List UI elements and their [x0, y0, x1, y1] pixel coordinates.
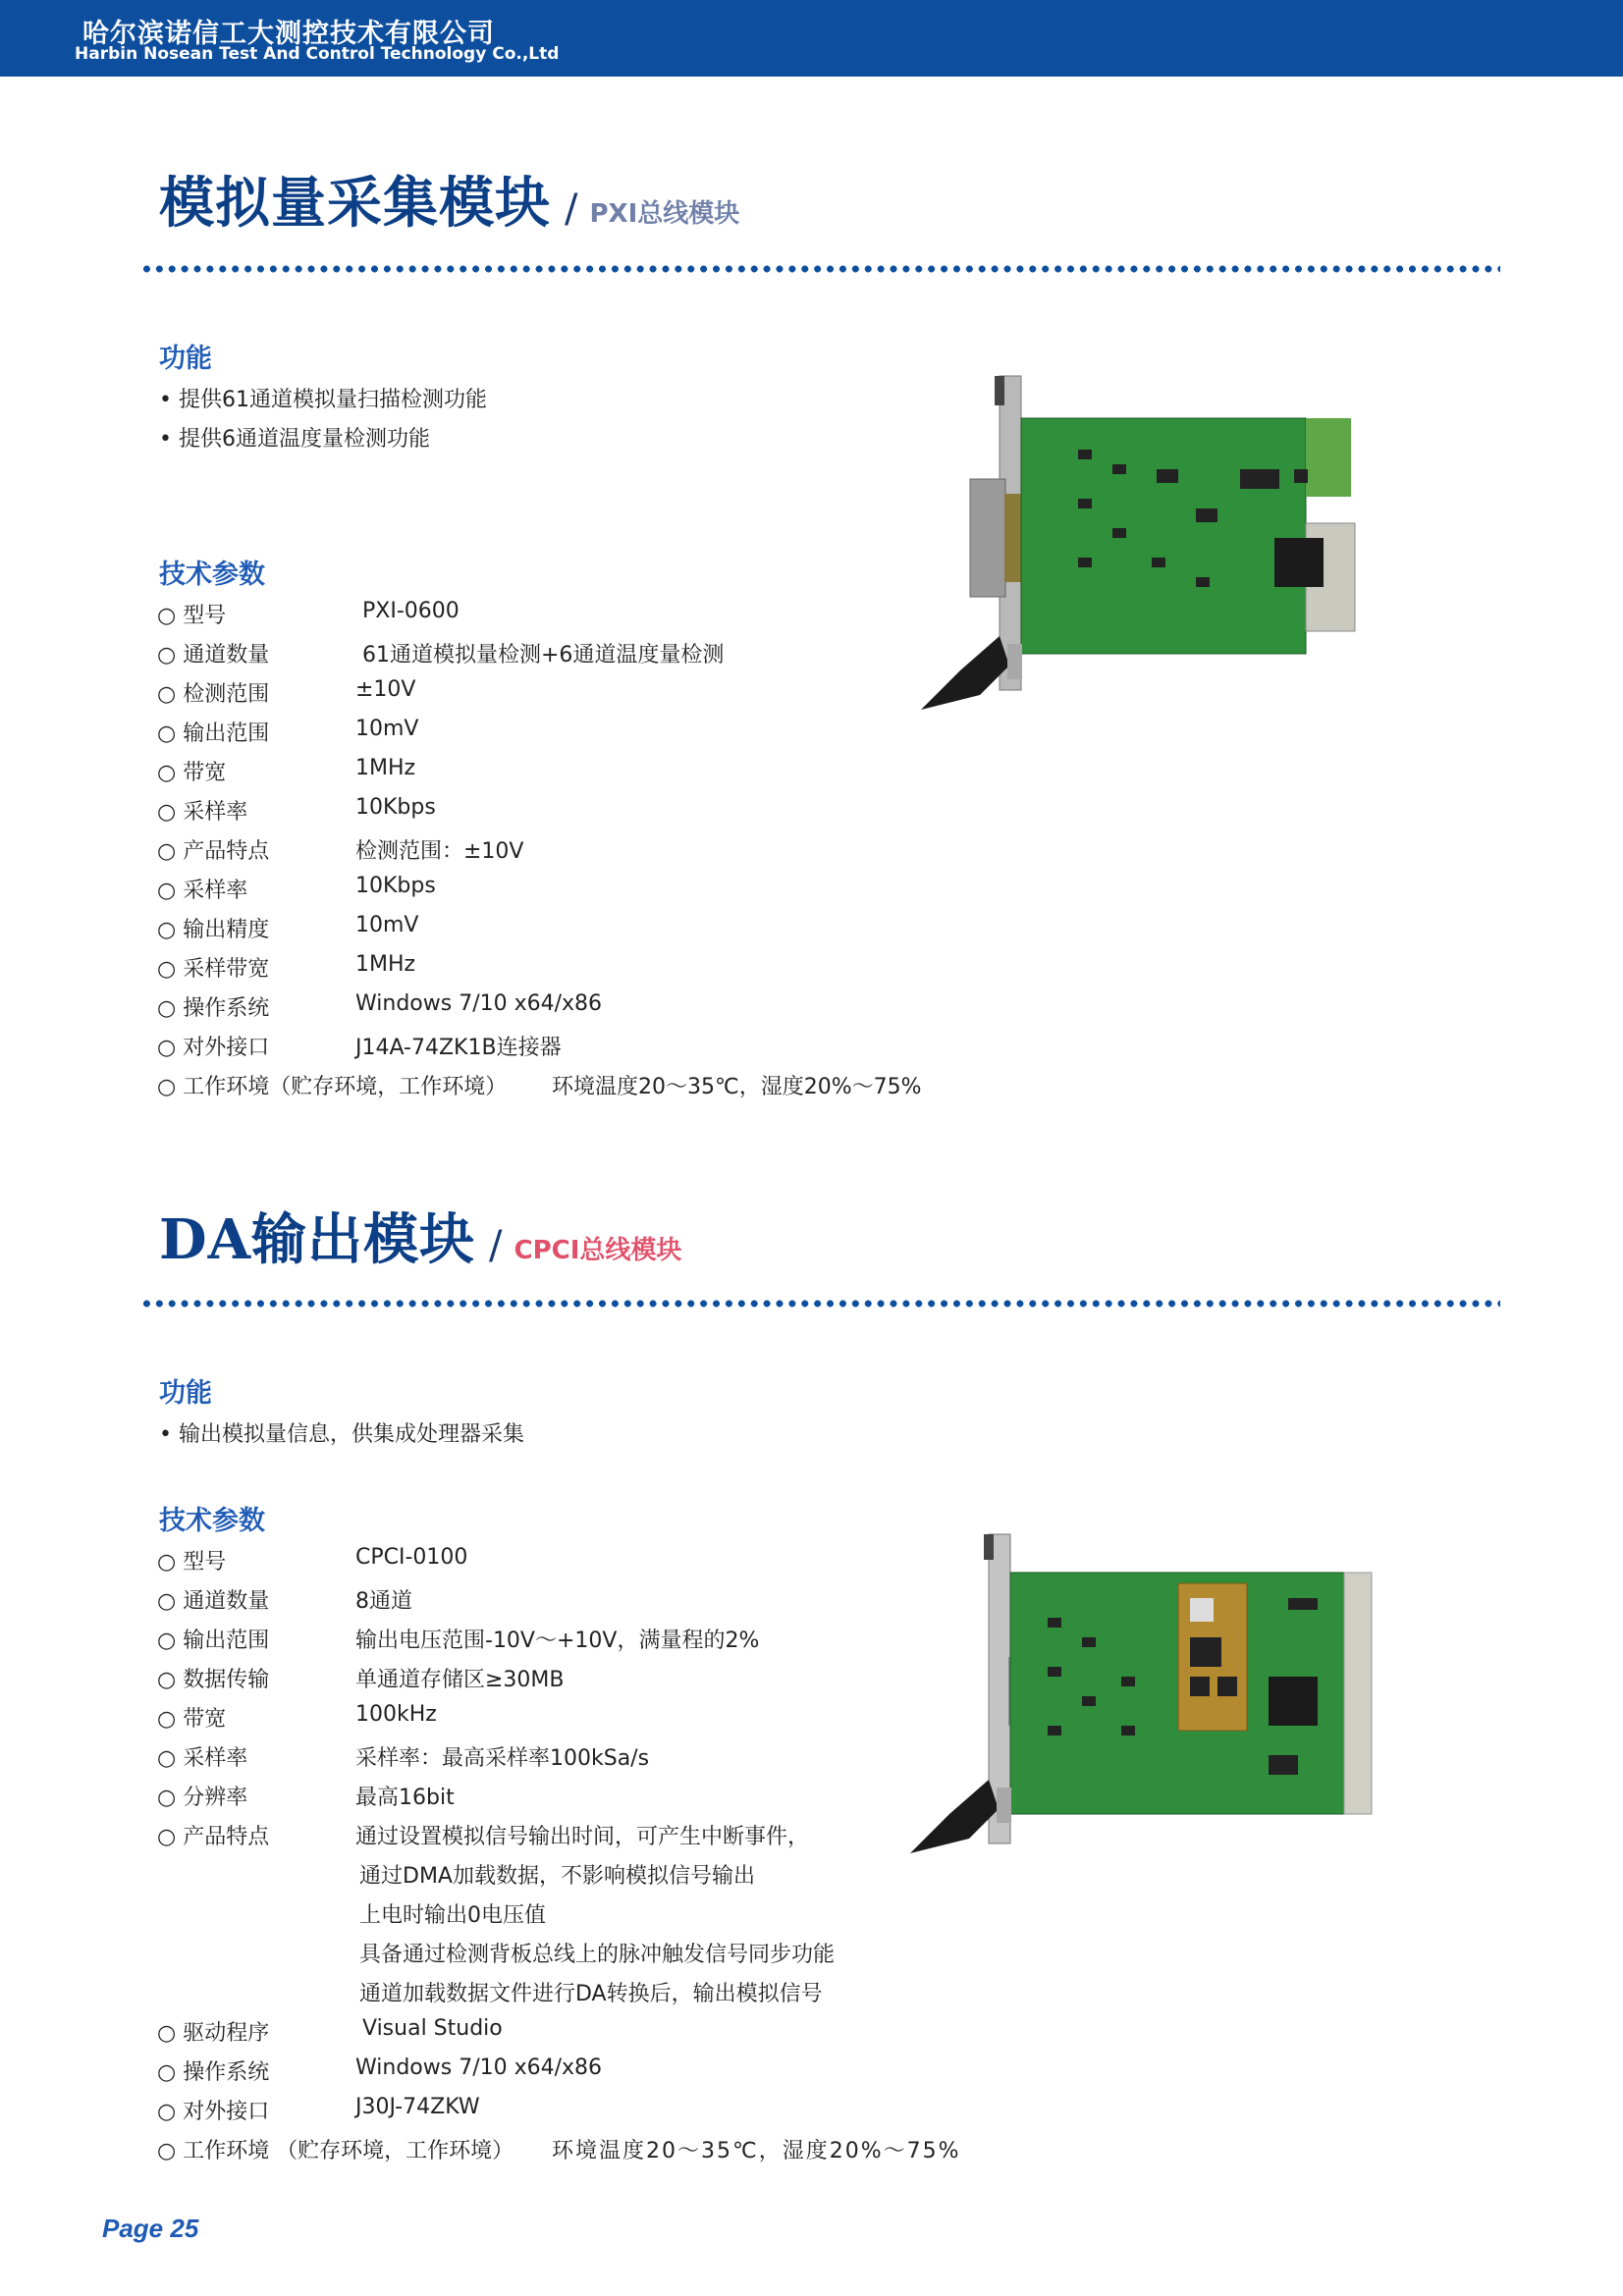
param-label: ○ 采样带宽 — [157, 957, 270, 982]
param-value: 输出电压范围-10V～+10V，满量程的2% — [355, 1629, 760, 1653]
param-label: ○ 带宽 — [157, 761, 227, 785]
section2-params-heading: 技术参数 — [159, 1506, 265, 1536]
param-label: ○ 工作环境（贮存环境，工作环境） — [157, 1075, 508, 1099]
param-value: 8通道 — [355, 1589, 412, 1614]
param-value: 通道加载数据文件进行DA转换后，输出模拟信号 — [359, 1982, 823, 2006]
section1-function-item: • 提供6通道温度量检测功能 — [159, 427, 430, 452]
param-label: ○ 对外接口 — [157, 1036, 270, 1060]
param-value: 通过设置模拟信号输出时间，可产生中断事件， — [355, 1825, 810, 1849]
param-label: ○ 型号 — [157, 1550, 227, 1575]
param-value: 环境温度20～35℃，湿度20%～75% — [552, 1075, 922, 1099]
param-label: ○ 检测范围 — [157, 682, 270, 707]
section2-title — [159, 1197, 681, 1275]
param-label: ○ 驱动程序 — [157, 2021, 270, 2046]
page-number: Page 25 — [102, 2214, 199, 2243]
section2-title-main: DA输出模块 — [159, 1207, 476, 1272]
section1-dotted-divider — [140, 265, 1500, 273]
section1-title-main: 模拟量采集模块 — [159, 171, 551, 236]
company-name-en: Harbin Nosean Test And Control Technology Co.,Ltd — [75, 44, 560, 64]
section2-dotted-divider — [140, 1300, 1500, 1308]
section1-function-heading: 功能 — [159, 344, 212, 374]
param-value: 环境温度20～35℃，湿度20%～75% — [552, 2139, 961, 2163]
param-value: 10mV — [355, 913, 419, 937]
section2-function-heading: 功能 — [159, 1378, 212, 1409]
param-label: ○ 带宽 — [157, 1707, 227, 1732]
company-name-cn: 哈尔滨诺信工大测控技术有限公司 — [82, 19, 495, 49]
param-value: 最高16bit — [355, 1786, 455, 1810]
param-label: ○ 分辨率 — [157, 1786, 248, 1810]
param-value: 通过DMA加载数据，不影响模拟信号输出 — [359, 1864, 755, 1889]
param-label: ○ 通道数量 — [157, 1589, 270, 1614]
param-value: CPCI-0100 — [355, 1545, 468, 1570]
param-label: ○ 采样率 — [157, 1746, 248, 1771]
header-bar — [0, 0, 1623, 77]
param-value: J14A-74ZK1B连接器 — [355, 1036, 562, 1060]
section2-function-item: • 输出模拟量信息，供集成处理器采集 — [159, 1422, 524, 1447]
param-label: ○ 对外接口 — [157, 2100, 270, 2124]
pxi-board-image — [901, 371, 1422, 715]
param-value: 1MHz — [355, 952, 416, 977]
param-value: 100kHz — [355, 1702, 437, 1727]
section2-subtitle: CPCI总线模块 — [514, 1236, 682, 1265]
param-value: 10mV — [355, 717, 419, 741]
param-label: ○ 工作环境 （贮存环境，工作环境） — [157, 2139, 514, 2163]
param-value: PXI-0600 — [362, 599, 460, 623]
section1-subtitle: PXI总线模块 — [589, 199, 740, 229]
param-value: J30J-74ZKW — [355, 2095, 480, 2119]
section1-function-item: • 提供61通道模拟量扫描检测功能 — [159, 388, 487, 412]
param-value: ±10V — [355, 677, 416, 702]
param-label: ○ 数据传输 — [157, 1668, 270, 1692]
param-label: ○ 输出范围 — [157, 721, 270, 746]
param-label: ○ 通道数量 — [157, 643, 270, 667]
param-label: ○ 型号 — [157, 604, 227, 628]
section1-params-heading: 技术参数 — [159, 560, 265, 590]
param-label: ○ 操作系统 — [157, 2060, 270, 2085]
param-value: 具备通过检测背板总线上的脉冲触发信号同步功能 — [359, 1943, 836, 1967]
param-label: ○ 采样率 — [157, 800, 248, 825]
section1-title — [159, 160, 739, 239]
param-value: 61通道模拟量检测+6通道温度量检测 — [362, 643, 725, 667]
param-label: ○ 产品特点 — [157, 1825, 270, 1849]
param-label: ○ 输出范围 — [157, 1629, 270, 1653]
param-value: 1MHz — [355, 756, 416, 780]
param-value: Windows 7/10 x64/x86 — [355, 991, 603, 1016]
param-value: 单通道存储区≥30MB — [355, 1668, 565, 1692]
param-value: 10Kbps — [355, 874, 436, 898]
param-value: 检测范围：±10V — [355, 839, 524, 864]
section1-title-slash: / — [565, 187, 578, 232]
param-label: ○ 输出精度 — [157, 918, 270, 942]
param-value: 上电时输出0电压值 — [359, 1903, 546, 1928]
param-value: 采样率：最高采样率100kSa/s — [355, 1746, 650, 1771]
param-label: ○ 产品特点 — [157, 839, 270, 864]
param-value: Visual Studio — [362, 2016, 503, 2041]
section2-title-slash: / — [489, 1223, 503, 1268]
param-value: Windows 7/10 x64/x86 — [355, 2056, 603, 2080]
cpci-board-image — [895, 1529, 1435, 1868]
param-value: 10Kbps — [355, 795, 436, 820]
param-label: ○ 操作系统 — [157, 996, 270, 1021]
param-label: ○ 采样率 — [157, 879, 248, 903]
